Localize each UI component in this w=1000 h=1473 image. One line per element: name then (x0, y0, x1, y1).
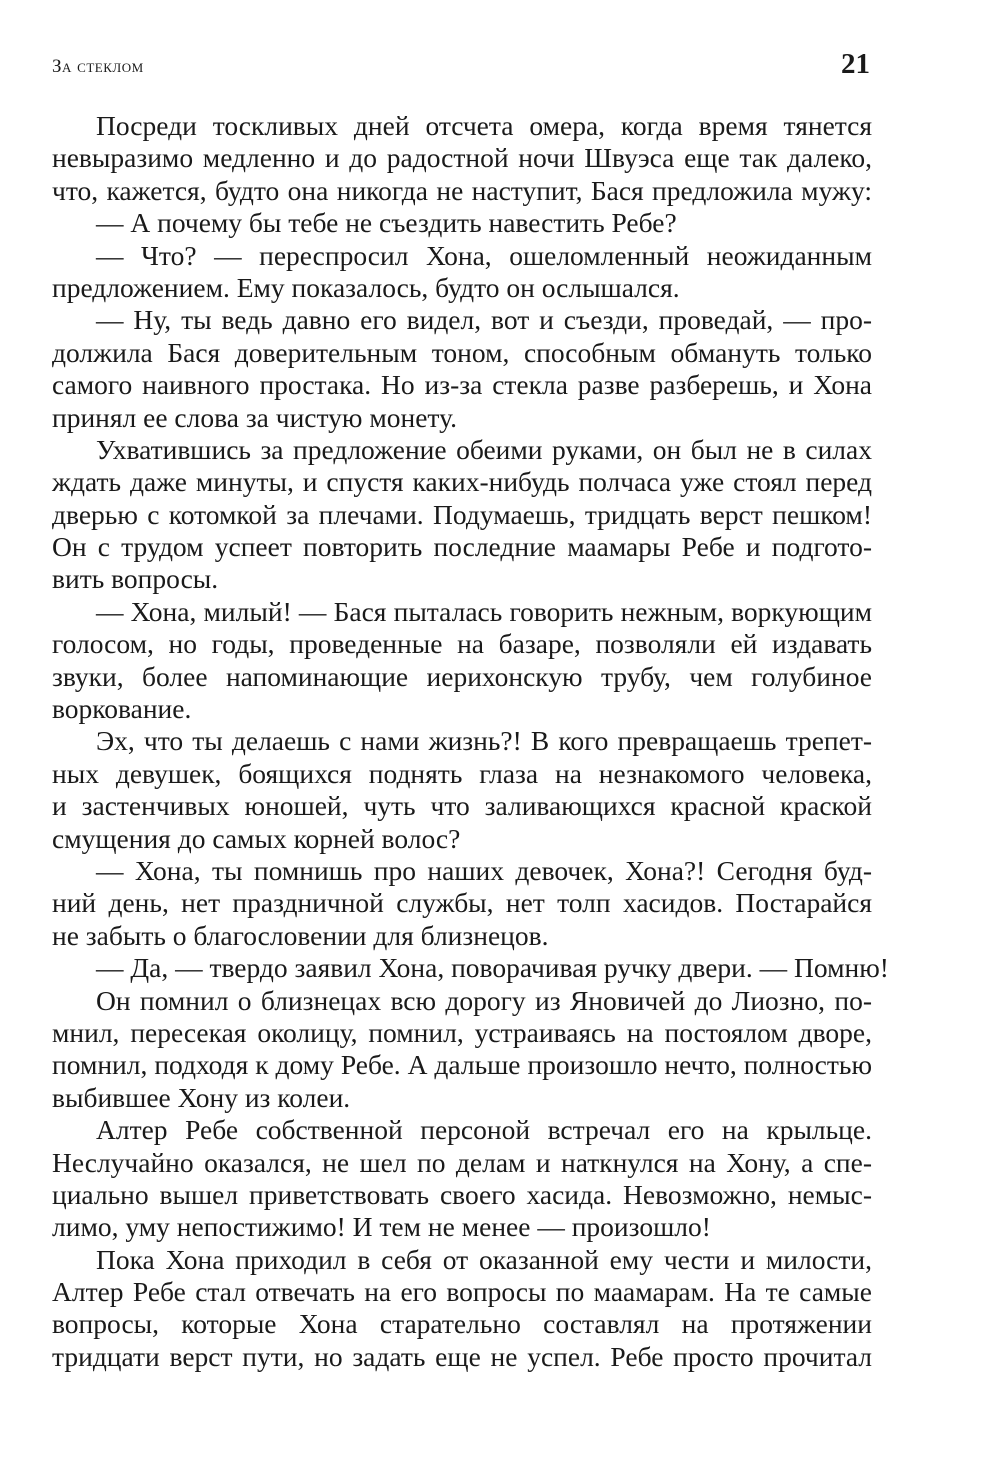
text-line: принял ее слова за чистую монету. (52, 401, 457, 433)
text-line: Пока Хона приходил в себя от оказанной ему чести и милости, (96, 1243, 872, 1275)
text-line: Неслучайно оказался, не шел по делам и наткнулся на Хону, а спе- (52, 1146, 872, 1178)
page-number: 21 (841, 48, 870, 80)
text-line: вить вопросы. (52, 563, 219, 595)
text-line: смущения до самых корней волос? (52, 822, 461, 854)
text-line: — А почему бы тебе не съездить навестить Ребе? (96, 207, 677, 239)
text-line: — Хона, милый! — Бася пыталась говорить нежным, воркующим (96, 595, 872, 627)
text-line: Алтер Ребе стал отвечать на его вопросы по маамарам. На те самые (52, 1276, 872, 1308)
text-line: не забыть о благословении для близнецов. (52, 919, 549, 951)
text-line: предложением. Ему показалось, будто он ослышался. (52, 271, 680, 303)
text-line: лимо, уму непостижимо! И тем не менее — произошло! (52, 1211, 711, 1243)
text-line: — Хона, ты помнишь про наших девочек, Хона?! Сегодня буд- (96, 854, 872, 886)
text-line: Эх, что ты делаешь с нами жизнь?! В кого превращаешь трепет- (96, 725, 872, 757)
text-line: должила Бася доверительным тоном, способным обмануть только (52, 336, 872, 368)
text-line: — Да, — твердо заявил Хона, поворачивая ручку двери. — Помню! (96, 952, 889, 984)
text-line: ных девушек, боящихся поднять глаза на незнакомого человека, (52, 757, 872, 789)
text-line: воркование. (52, 693, 192, 725)
text-line: циально вышел приветствовать своего хасида. Невозможно, немыс- (52, 1178, 872, 1210)
text-line: тридцати верст пути, но задать еще не успел. Ребе просто прочитал (52, 1340, 872, 1372)
text-line: звуки, более напоминающие иерихонскую трубу, чем голубиное (52, 660, 872, 692)
text-line: выбившее Хону из колеи. (52, 1081, 351, 1113)
text-line: Посреди тоскливых дней отсчета омера, когда время тянется (96, 110, 872, 141)
text-line: Он с трудом успеет повторить последние маамары Ребе и подгото- (52, 531, 872, 563)
running-head: За стеклом (52, 56, 144, 77)
text-line: — Ну, ты ведь давно его видел, вот и съезди, проведай, — про- (96, 304, 872, 336)
text-line: помнил, подходя к дому Ребе. А дальше произошло нечто, полностью (52, 1049, 872, 1081)
text-line: мнил, пересекая околицу, помнил, устраиваясь на постоялом дворе, (52, 1016, 872, 1048)
body-text (52, 110, 889, 1373)
text-line: — Что? — переспросил Хона, ошеломленный неожиданным (96, 239, 872, 271)
text-line: самого наивного простака. Но из-за стекла разве разберешь, и Хона (52, 369, 872, 401)
text-line: Алтер Ребе собственной персоной встречал его на крыльце. (96, 1114, 872, 1146)
text-line: что, кажется, будто она никогда не наступит, Бася предложила мужу: (52, 174, 872, 206)
text-line: ний день, нет праздничной службы, нет толп хасидов. Постарайся (52, 887, 872, 919)
text-line: ждать даже минуты, и спустя каких-нибудь полчаса уже стоял перед (52, 466, 872, 498)
text-line: невыразимо медленно и до радостной ночи Швуэса еще так далеко, (52, 142, 872, 174)
text-line: дверью с котомкой за плечами. Подумаешь, тридцать верст пешком! (52, 498, 872, 530)
text-line: голосом, но годы, проведенные на базаре, позволяли ей издавать (52, 628, 872, 660)
text-line: и застенчивых юношей, чуть что заливающихся красной краской (52, 790, 872, 822)
text-line: Ухватившись за предложение обеими руками, он был не в силах (96, 433, 872, 465)
text-line: вопросы, которые Хона старательно составлял на протяжении (52, 1308, 872, 1340)
text-line: Он помнил о близнецах всю дорогу из Яновичей до Лиозно, по- (96, 984, 872, 1016)
